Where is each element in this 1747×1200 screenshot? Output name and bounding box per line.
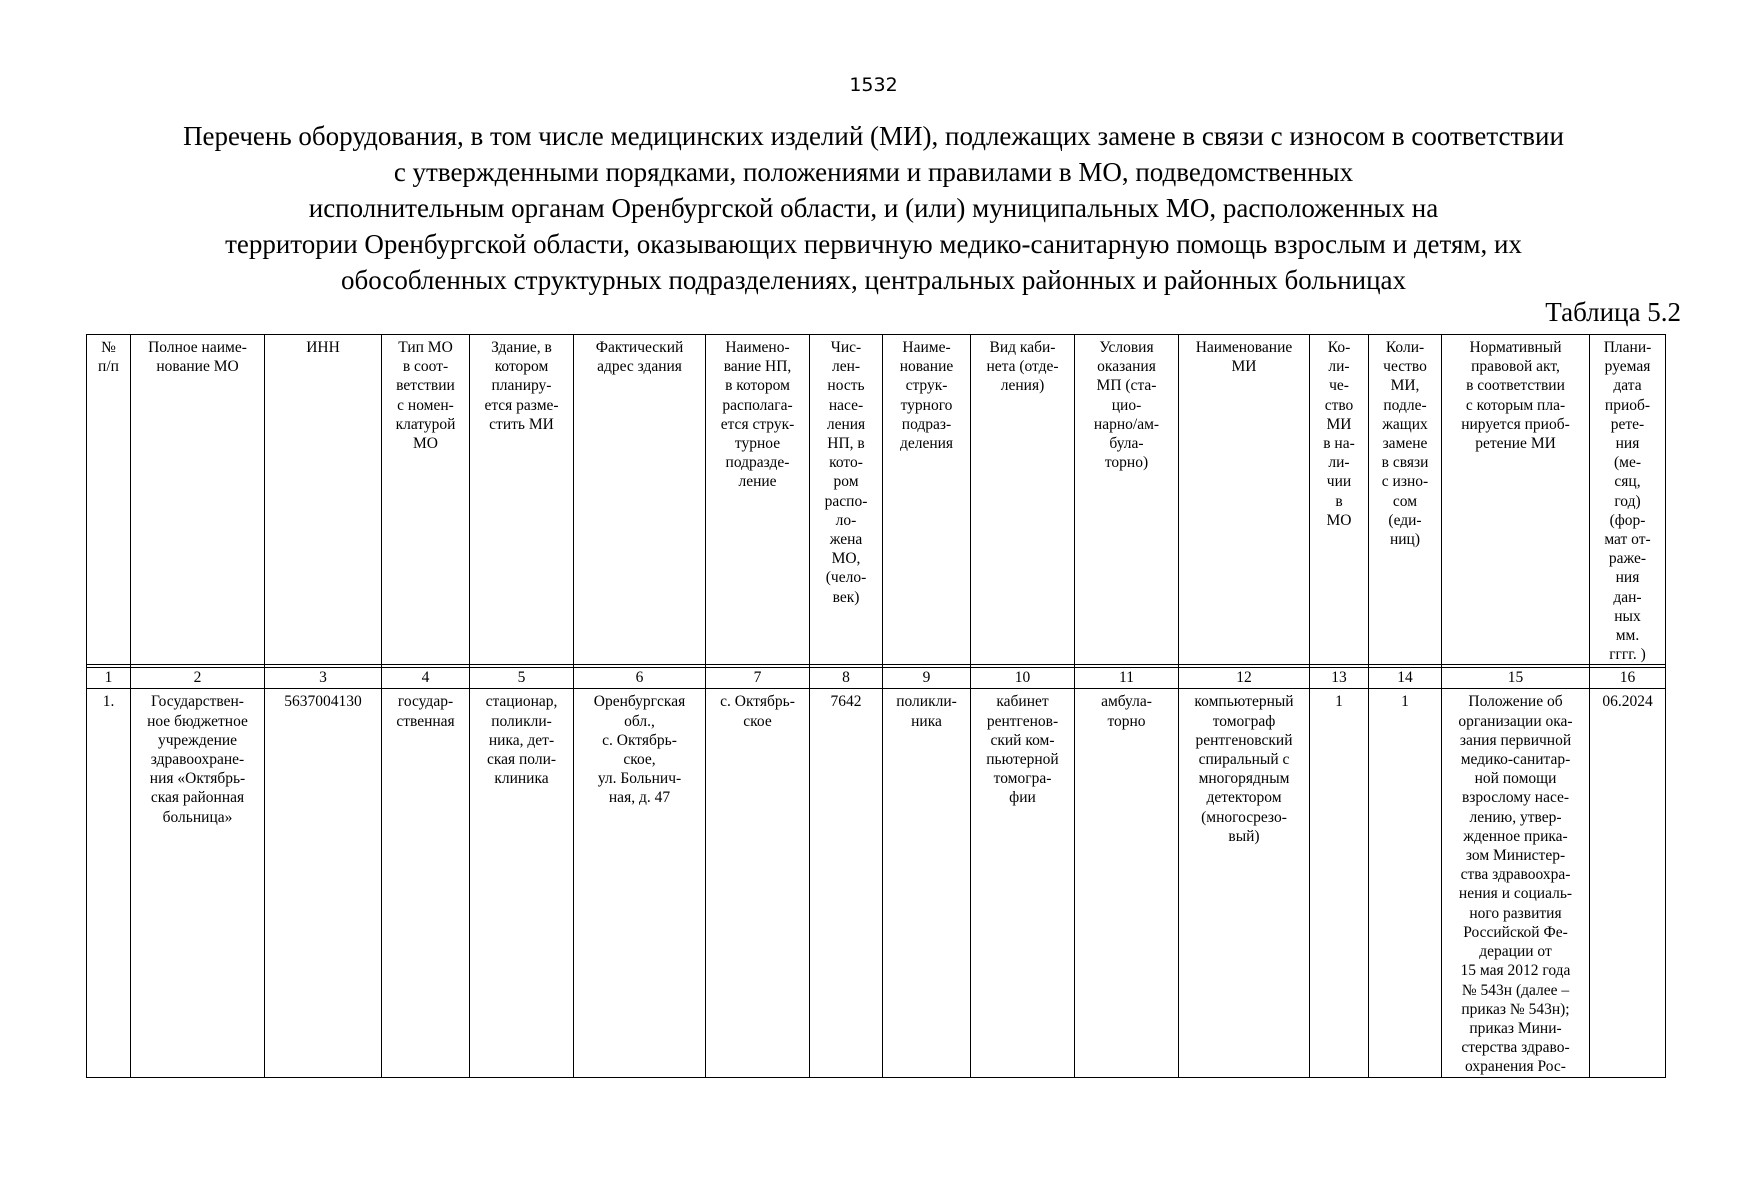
- cell-line: учреждение: [157, 731, 238, 749]
- cell-line: ется разме-: [484, 396, 559, 414]
- header-col-settlement: [706, 335, 810, 665]
- title-line: территории Оренбургской области, оказывающих первичную медико-санитарную помощь взрослым и детям, их: [225, 229, 1522, 259]
- cell-line: ром: [833, 473, 859, 491]
- cell-col-number: [87, 689, 131, 1077]
- cell-line: №: [101, 339, 116, 356]
- cell-line: ли-: [1328, 454, 1350, 472]
- column-number: 8: [810, 668, 883, 689]
- cell-line: взрослому насе-: [1461, 789, 1570, 807]
- column-number: 7: [706, 668, 810, 689]
- cell-line: год): [1614, 492, 1641, 510]
- cell-line: дерации от: [1479, 943, 1552, 961]
- cell-line: кото-: [829, 454, 863, 472]
- header-col-population: [810, 335, 883, 665]
- cell-line: ника, дет-: [488, 731, 555, 749]
- cell-line: 1: [1335, 693, 1343, 711]
- cell-line: Коли-: [1385, 339, 1425, 356]
- cell-col-inn: [265, 689, 382, 1077]
- cell-line: с изно-: [1381, 473, 1429, 491]
- cell-line: клатурой: [395, 415, 456, 433]
- header-col-full-name: [131, 335, 265, 665]
- cell-line: деления: [899, 435, 954, 453]
- header-col-qty-replace: [1369, 335, 1442, 665]
- cell-line: Вид каби-: [989, 339, 1056, 356]
- cell-line: в котором: [725, 377, 790, 395]
- cell-line: мм.: [1615, 627, 1640, 645]
- equipment-table: [86, 334, 1666, 1078]
- cell-line: организации ока-: [1458, 712, 1573, 730]
- cell-line: с. Октябрь-: [602, 731, 677, 749]
- cell-line: Чис-: [830, 339, 862, 356]
- header-col-building: [470, 335, 574, 665]
- cell-line: торно: [1107, 712, 1146, 730]
- cell-line: цио-: [1111, 396, 1142, 414]
- cell-line: Наиме-: [902, 339, 951, 356]
- cell-line: МИ: [1231, 358, 1257, 376]
- cell-col-qty-replace: [1369, 689, 1442, 1077]
- column-number: 4: [382, 668, 470, 689]
- cell-line: ных: [1614, 607, 1641, 625]
- cell-line: ниц): [1389, 531, 1421, 549]
- column-number: 6: [574, 668, 706, 689]
- cell-line: торно): [1104, 454, 1149, 472]
- cell-line: Российской Фе-: [1463, 923, 1568, 941]
- cell-line: в на-: [1323, 435, 1355, 453]
- cell-line: жена: [829, 531, 863, 549]
- cell-line: стить МИ: [489, 415, 554, 433]
- cell-line: ства здравоохра-: [1460, 866, 1571, 884]
- cell-line: обл.,: [624, 712, 655, 730]
- cell-line: ское: [743, 712, 772, 730]
- cell-line: струк-: [905, 377, 948, 395]
- cell-line: рентгенов-: [986, 712, 1059, 730]
- cell-line: подле-: [1383, 396, 1427, 414]
- cell-col-room-type: [971, 689, 1075, 1077]
- cell-line: гггг. ): [1609, 646, 1646, 664]
- cell-line: МО: [413, 435, 438, 453]
- cell-line: (многосрезо-: [1201, 808, 1287, 826]
- cell-col-full-name: [131, 689, 265, 1077]
- title-line: исполнительным органам Оренбургской области, и (или) муниципальных МО, расположенных на: [308, 193, 1439, 223]
- cell-line: ли-: [1328, 358, 1350, 376]
- cell-line: нование МО: [156, 358, 239, 376]
- cell-line: фии: [1009, 789, 1036, 807]
- cell-col-building: [470, 689, 574, 1077]
- column-number: 9: [883, 668, 971, 689]
- cell-line: томогра-: [993, 770, 1052, 788]
- column-number: 16: [1590, 668, 1666, 689]
- cell-line: сом: [1392, 492, 1418, 510]
- document-title: [100, 118, 1647, 298]
- column-number: 10: [971, 668, 1075, 689]
- cell-line: 1.: [102, 693, 115, 711]
- column-number: 12: [1179, 668, 1310, 689]
- cell-line: с номен-: [397, 396, 454, 414]
- cell-line: дата: [1613, 377, 1642, 395]
- cell-line: приоб-: [1604, 396, 1651, 414]
- cell-line: жащих: [1382, 415, 1428, 433]
- cell-line: ветствии: [396, 377, 455, 395]
- cell-line: пьютерной: [986, 751, 1059, 769]
- cell-line: ИНН: [306, 339, 340, 356]
- cell-line: руемая: [1604, 358, 1651, 376]
- cell-line: 06.2024: [1602, 693, 1653, 711]
- cell-line: спиральный с: [1198, 751, 1290, 769]
- cell-line: (чело-: [825, 569, 867, 587]
- title-line: обособленных структурных подразделениях, центральных районных и районных больницах: [340, 265, 1407, 295]
- cell-line: рете-: [1610, 415, 1645, 433]
- cell-line: ство: [1324, 396, 1354, 414]
- cell-col-address: [574, 689, 706, 1077]
- title-line: с утвержденными порядками, положениями и правилами в МО, подведомственных: [393, 157, 1354, 187]
- cell-line: планиру-: [491, 377, 552, 395]
- cell-line: Нормативный: [1469, 339, 1562, 356]
- cell-line: располага-: [722, 396, 793, 414]
- cell-line: Государствен-: [151, 693, 244, 711]
- cell-line: век): [832, 588, 860, 606]
- cell-line: Ко-: [1327, 339, 1351, 356]
- header-col-mo-type: [382, 335, 470, 665]
- cell-line: нарно/ам-: [1093, 415, 1160, 433]
- cell-line: замене: [1382, 435, 1428, 453]
- column-number: 15: [1442, 668, 1590, 689]
- cell-col-settlement: [706, 689, 810, 1077]
- cell-line: адрес здания: [597, 358, 682, 376]
- cell-line: ская поли-: [486, 751, 557, 769]
- cell-line: Полное наиме-: [148, 339, 247, 356]
- cell-line: че-: [1329, 377, 1349, 395]
- cell-col-device-name: [1179, 689, 1310, 1077]
- cell-line: поликли-: [491, 712, 552, 730]
- cell-line: (ме-: [1613, 454, 1641, 472]
- cell-line: с. Октябрь-: [720, 693, 795, 711]
- cell-line: стерства здраво-: [1461, 1039, 1570, 1057]
- cell-line: больница»: [162, 808, 233, 826]
- cell-line: амбула-: [1101, 693, 1152, 711]
- header-col-number: [87, 335, 131, 665]
- column-number: 13: [1310, 668, 1369, 689]
- cell-line: МИ,: [1390, 377, 1420, 395]
- cell-line: вание НП,: [723, 358, 792, 376]
- cell-line: ное бюджетное: [147, 712, 248, 730]
- cell-line: ление: [738, 473, 777, 491]
- header-col-legal-act: [1442, 335, 1590, 665]
- cell-line: Оренбургская: [593, 693, 686, 711]
- title-line: Перечень оборудования, в том числе медицинских изделий (МИ), подлежащих замене в связи с износом в соответствии: [183, 121, 1564, 151]
- cell-line: нируется приоб-: [1461, 415, 1570, 433]
- header-col-room-type: [971, 335, 1075, 665]
- cell-line: ул. Больнич-: [597, 770, 682, 788]
- cell-line: (фор-: [1609, 511, 1646, 529]
- cell-line: ло-: [835, 511, 857, 529]
- cell-line: МИ: [1326, 415, 1352, 433]
- column-number: 2: [131, 668, 265, 689]
- header-col-inn: [265, 335, 382, 665]
- cell-line: № 543н (далее –: [1461, 981, 1570, 999]
- column-number: 14: [1369, 668, 1442, 689]
- cell-line: ления: [826, 415, 866, 433]
- cell-line: ретение МИ: [1475, 435, 1556, 453]
- cell-line: нения и социаль-: [1458, 885, 1573, 903]
- cell-line: МП (ста-: [1096, 377, 1157, 395]
- cell-line: турного: [900, 396, 953, 414]
- cell-line: чество: [1383, 358, 1427, 376]
- cell-line: була-: [1109, 435, 1144, 453]
- cell-line: лен-: [831, 358, 861, 376]
- cell-line: стационар,: [485, 693, 558, 711]
- header-col-address: [574, 335, 706, 665]
- cell-line: нета (отде-: [986, 358, 1059, 376]
- cell-line: здравоохране-: [150, 751, 245, 769]
- cell-line: в: [1335, 492, 1343, 510]
- cell-line: компьютерный: [1194, 693, 1294, 711]
- cell-line: государ-: [397, 693, 454, 711]
- cell-line: с которым пла-: [1465, 396, 1566, 414]
- cell-line: кабинет: [996, 693, 1049, 711]
- cell-line: ния: [1615, 569, 1640, 587]
- cell-line: томограф: [1212, 712, 1276, 730]
- cell-line: Наимено-: [725, 339, 790, 356]
- cell-line: ника: [911, 712, 942, 730]
- cell-line: 15 мая 2012 года: [1460, 962, 1571, 980]
- cell-line: ская районная: [150, 789, 245, 807]
- cell-line: п/п: [98, 358, 119, 376]
- table-body: [87, 335, 1666, 1078]
- cell-line: раже-: [1608, 550, 1647, 568]
- cell-line: зом Министер-: [1465, 847, 1566, 865]
- cell-line: ления): [1000, 377, 1045, 395]
- column-number: 3: [265, 668, 382, 689]
- cell-line: зания первичной: [1459, 731, 1572, 749]
- column-number: 11: [1075, 668, 1179, 689]
- cell-line: подразде-: [725, 454, 790, 472]
- cell-line: подраз-: [901, 415, 952, 433]
- header-col-device-name: [1179, 335, 1310, 665]
- cell-line: Положение об: [1468, 693, 1563, 711]
- cell-line: поликли-: [896, 693, 957, 711]
- cell-line: в связи: [1381, 454, 1429, 472]
- column-number: 5: [470, 668, 574, 689]
- cell-line: Фактический: [595, 339, 684, 356]
- cell-line: 5637004130: [284, 693, 362, 711]
- cell-line: охранения Рос-: [1465, 1058, 1566, 1076]
- cell-line: Условия: [1099, 339, 1154, 356]
- cell-line: медико-санитар-: [1460, 751, 1571, 769]
- cell-line: Плани-: [1603, 339, 1652, 356]
- cell-line: нование: [899, 358, 954, 376]
- cell-line: ский ком-: [990, 731, 1055, 749]
- cell-line: распо-: [824, 492, 868, 510]
- cell-line: НП, в: [827, 435, 865, 453]
- cell-col-unit-name: [883, 689, 971, 1077]
- cell-line: насе-: [828, 396, 864, 414]
- cell-line: МО,: [831, 550, 861, 568]
- cell-line: ственная: [396, 712, 455, 730]
- cell-line: ность: [827, 377, 865, 395]
- cell-col-qty-available: [1310, 689, 1369, 1077]
- cell-line: Наименование: [1195, 339, 1293, 356]
- cell-line: 1: [1401, 693, 1409, 711]
- cell-line: ной помощи: [1474, 770, 1557, 788]
- cell-col-population: [810, 689, 883, 1077]
- cell-line: приказ Мини-: [1469, 1019, 1562, 1037]
- table-label: Таблица 5.2: [1545, 297, 1681, 327]
- cell-line: клиника: [494, 770, 549, 788]
- cell-line: (еди-: [1388, 511, 1422, 529]
- cell-col-care-conditions: [1075, 689, 1179, 1077]
- table-row: [87, 689, 1666, 1077]
- cell-line: котором: [494, 358, 549, 376]
- column-number: 1: [87, 668, 131, 689]
- cell-line: сяц,: [1614, 473, 1641, 491]
- cell-line: ния: [1615, 435, 1640, 453]
- cell-line: ного развития: [1469, 904, 1562, 922]
- cell-col-purchase-date: [1590, 689, 1666, 1077]
- header-col-purchase-date: [1590, 335, 1666, 665]
- cell-line: рентгеновский: [1195, 731, 1293, 749]
- cell-line: детектором: [1206, 789, 1282, 807]
- cell-line: правовой акт,: [1471, 358, 1560, 376]
- cell-line: лению, утвер-: [1469, 808, 1562, 826]
- header-col-qty-available: [1310, 335, 1369, 665]
- cell-line: многорядным: [1198, 770, 1290, 788]
- header-row: [87, 335, 1666, 665]
- cell-line: ское,: [623, 751, 656, 769]
- cell-line: в соответствии: [1466, 377, 1565, 395]
- cell-line: турное: [734, 435, 781, 453]
- cell-line: ная, д. 47: [608, 789, 671, 807]
- cell-line: чии: [1326, 473, 1352, 491]
- cell-line: жденное прика-: [1463, 827, 1568, 845]
- page-number: 1532: [849, 74, 898, 96]
- cell-line: мат от-: [1604, 531, 1651, 549]
- cell-line: приказ № 543н);: [1461, 1000, 1570, 1018]
- cell-line: дан-: [1613, 588, 1642, 606]
- cell-col-legal-act: [1442, 689, 1590, 1077]
- cell-col-mo-type: [382, 689, 470, 1077]
- cell-line: Здание, в: [491, 339, 552, 356]
- header-col-care-conditions: [1075, 335, 1179, 665]
- cell-line: в соот-: [402, 358, 449, 376]
- cell-line: оказания: [1097, 358, 1156, 376]
- cell-line: МО: [1326, 511, 1352, 529]
- cell-line: ется струк-: [720, 415, 795, 433]
- cell-line: вый): [1228, 827, 1260, 845]
- header-col-unit-name: [883, 335, 971, 665]
- column-number-row: [87, 668, 1666, 689]
- cell-line: Тип МО: [398, 339, 453, 356]
- cell-line: 7642: [830, 693, 862, 711]
- cell-line: ния «Октябрь-: [149, 770, 246, 788]
